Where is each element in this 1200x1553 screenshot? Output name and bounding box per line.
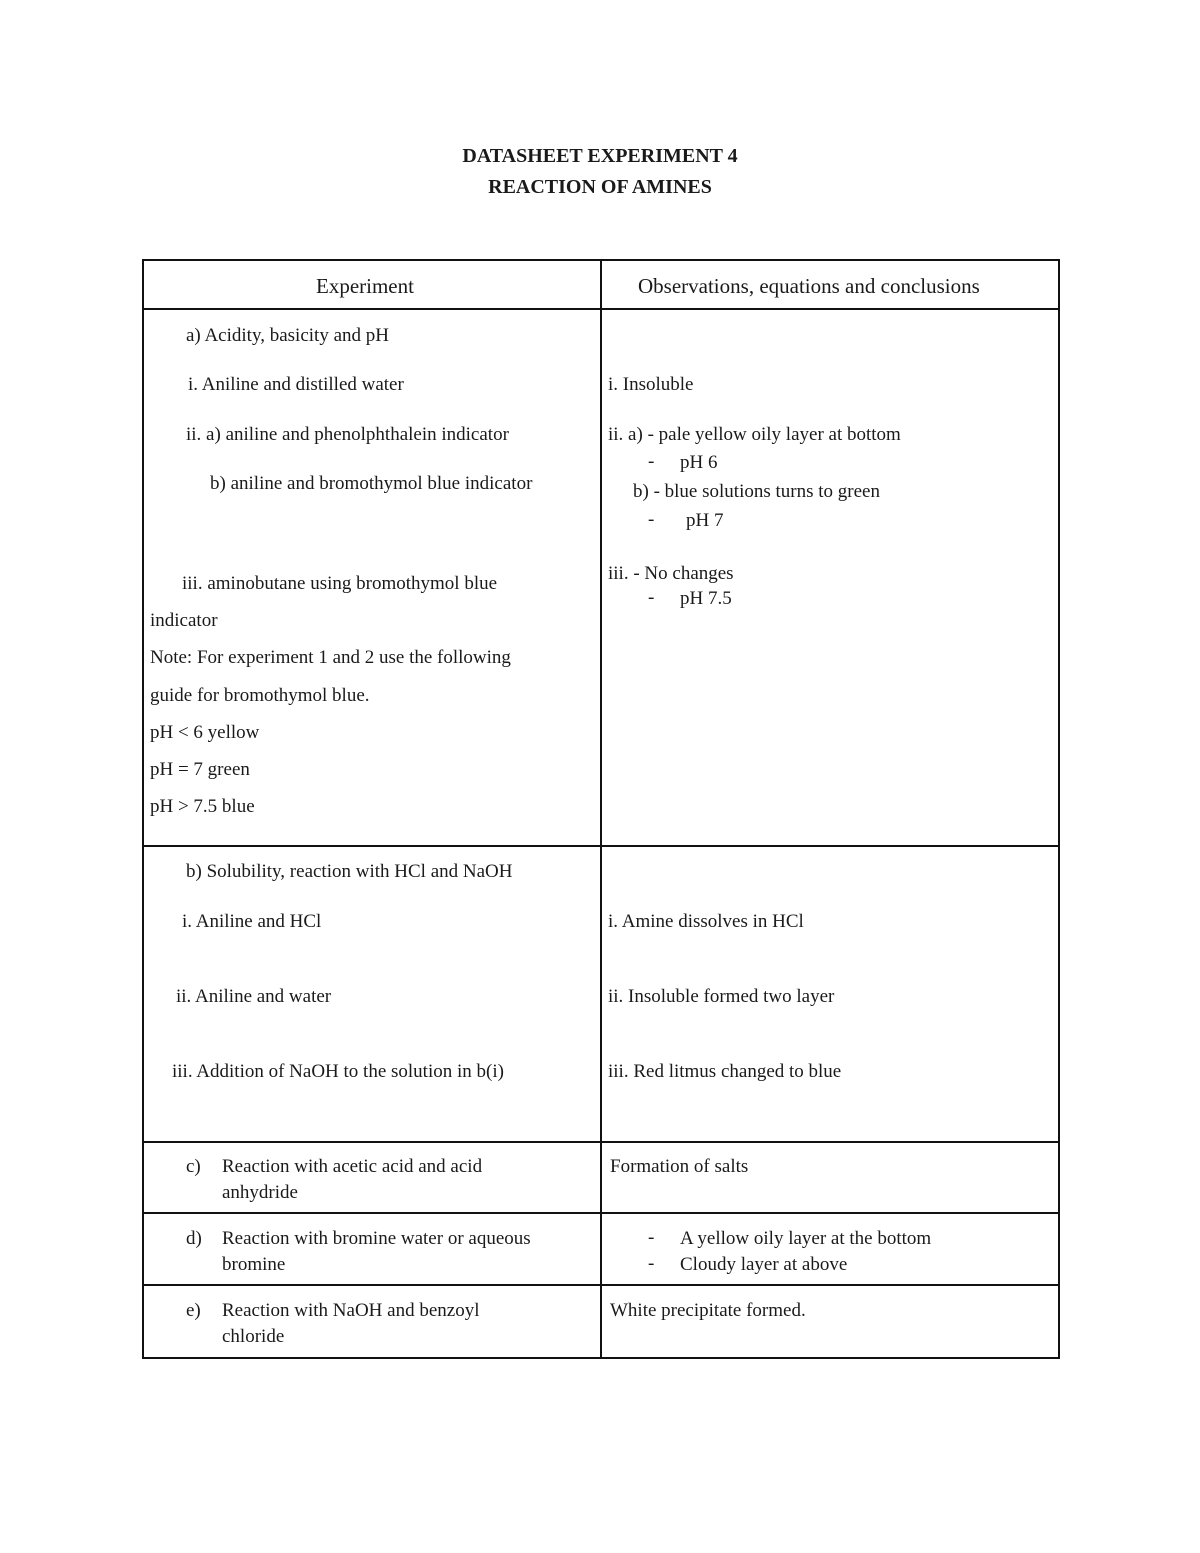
dash-bullet: - <box>648 587 655 608</box>
document-title: DATASHEET EXPERIMENT 4 <box>462 145 738 167</box>
section-a-exp-iii-cont: indicator <box>150 610 218 631</box>
section-a-obs-iii: iii. - No changes <box>608 563 734 584</box>
document-subtitle: REACTION OF AMINES <box>488 176 712 198</box>
guide-green: pH = 7 green <box>150 759 250 780</box>
section-a-note: Note: For experiment 1 and 2 use the following <box>150 647 511 668</box>
section-a-obs-i: i. Insoluble <box>608 374 694 395</box>
section-b-obs-i: i. Amine dissolves in HCl <box>608 911 804 932</box>
section-c-label: c) <box>186 1156 201 1177</box>
section-b-obs-iii: iii. Red litmus changed to blue <box>608 1061 842 1082</box>
section-d-obs-1: A yellow oily layer at the bottom <box>680 1228 932 1249</box>
section-c-exp: Reaction with acetic acid and acid <box>222 1156 483 1177</box>
section-a-exp-ii-b: b) aniline and bromothymol blue indicator <box>210 473 533 494</box>
section-d-label: d) <box>186 1228 202 1249</box>
section-e-exp: Reaction with NaOH and benzoyl <box>222 1300 480 1321</box>
section-e-label: e) <box>186 1300 201 1321</box>
section-b-exp-ii: ii. Aniline and water <box>176 986 332 1007</box>
section-c-exp-cont: anhydride <box>222 1182 298 1203</box>
guide-blue: pH > 7.5 blue <box>150 796 255 817</box>
section-c-obs: Formation of salts <box>610 1156 749 1177</box>
dash-bullet: - <box>648 1227 655 1248</box>
dash-bullet: - <box>648 509 655 530</box>
section-b-exp-iii: iii. Addition of NaOH to the solution in b(i) <box>172 1061 504 1082</box>
section-a-note-cont: guide for bromothymol blue. <box>150 685 370 706</box>
section-b-heading: b) Solubility, reaction with HCl and NaOH <box>186 861 513 882</box>
section-d-exp-cont: bromine <box>222 1254 286 1275</box>
section-a-obs-ii-a: ii. a) - pale yellow oily layer at bottom <box>608 424 901 445</box>
column-divider <box>600 259 602 1359</box>
section-a-heading: a) Acidity, basicity and pH <box>186 325 389 346</box>
dash-bullet: - <box>648 1253 655 1274</box>
dash-bullet: - <box>648 451 655 472</box>
section-a-exp-iii: iii. aminobutane using bromothymol blue <box>182 573 498 594</box>
section-e-obs: White precipitate formed. <box>610 1300 806 1321</box>
header-experiment: Experiment <box>316 274 414 298</box>
section-a-exp-ii-a: ii. a) aniline and phenolphthalein indicator <box>186 424 509 445</box>
section-a-exp-i: i. Aniline and distilled water <box>188 374 404 395</box>
section-a-obs-ii-b: b) - blue solutions turns to green <box>633 481 880 502</box>
section-a-obs-ii-a-ph: pH 6 <box>680 452 718 473</box>
section-b-obs-ii: ii. Insoluble formed two layer <box>608 986 835 1007</box>
table-border-right <box>1058 259 1060 1359</box>
section-a-obs-ii-b-ph: pH 7 <box>686 510 724 531</box>
section-a-obs-iii-ph: pH 7.5 <box>680 588 732 609</box>
section-d-exp: Reaction with bromine water or aqueous <box>222 1228 531 1249</box>
section-e-exp-cont: chloride <box>222 1326 285 1347</box>
table-border-left <box>142 259 144 1359</box>
header-observations: Observations, equations and conclusions <box>638 274 980 298</box>
section-d-obs-2: Cloudy layer at above <box>680 1254 848 1275</box>
section-b-exp-i: i. Aniline and HCl <box>182 911 322 932</box>
guide-yellow: pH < 6 yellow <box>150 722 260 743</box>
